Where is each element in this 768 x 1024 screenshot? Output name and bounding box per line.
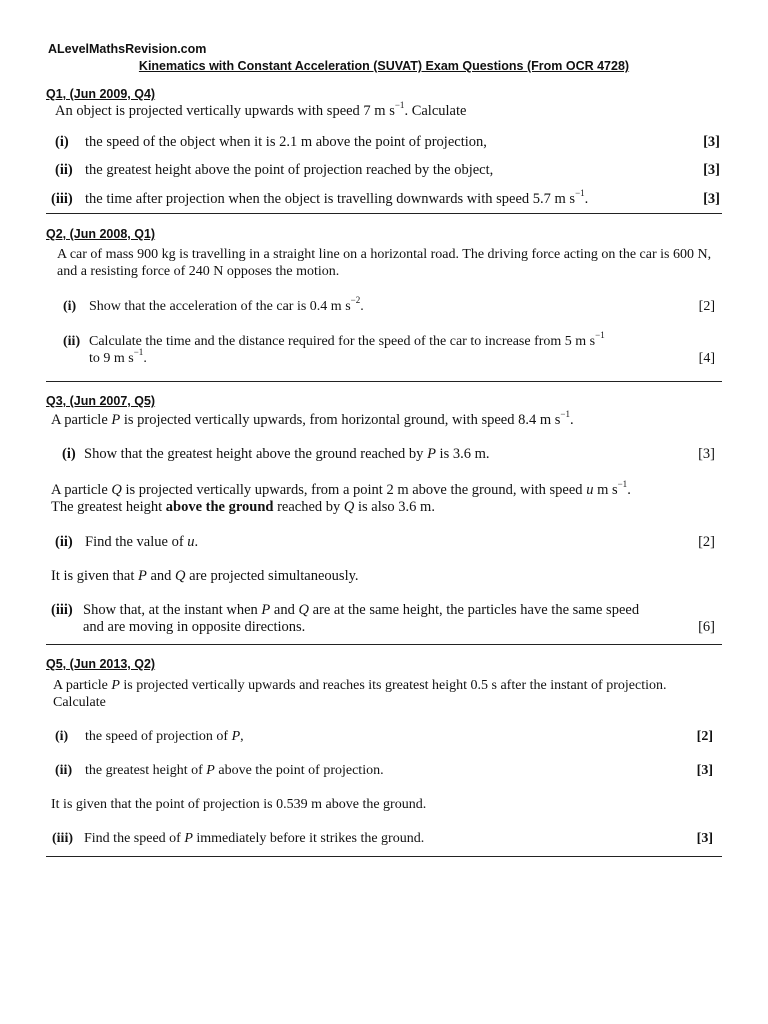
question-2-heading: Q2, (Jun 2008, Q1) <box>46 227 156 241</box>
question-5-part-iii: (iii) Find the speed of P immediately before it strikes the ground. [3] <box>52 831 713 846</box>
question-1-intro: An object is projected vertically upwards with speed 7 m $s^{-1}$. Calculate <box>55 100 467 119</box>
question-3-text-1: A particle Q is projected vertically upwards, from a point 2 m above the ground, with speed u m $s^{-1}$. <box>51 479 631 498</box>
divider <box>46 644 722 645</box>
question-5-part-i: (i) the speed of projection of P, [2] <box>55 729 713 744</box>
marks: [3] <box>698 446 715 462</box>
marks: [3] <box>703 162 720 178</box>
question-2-part-i: (i) Show that the acceleration of the car is 0.4 m $s^{-2}$. [2] <box>63 295 715 314</box>
marks: [3] <box>696 831 713 846</box>
marks: [3] <box>703 134 720 150</box>
marks: [3] <box>696 763 713 778</box>
question-5-part-ii: (ii) the greatest height of P above the point of projection. [3] <box>55 763 713 778</box>
question-3-text-2: The greatest height above the ground reached by Q is also 3.6 m. <box>51 499 435 515</box>
question-2-part-ii: (ii) Calculate the time and the distance required for the speed of the car to increase from 5 m $s^{-1}$ to 9 m $s^{-1}$. [4] <box>63 330 715 366</box>
marks: [2] <box>698 299 715 314</box>
divider <box>46 381 722 382</box>
divider <box>46 856 722 857</box>
question-3-part-i: (i) Show that the greatest height above the ground reached by P is 3.6 m. [3] <box>62 446 715 462</box>
question-3-text-3: It is given that P and Q are projected simultaneously. <box>51 568 359 584</box>
question-2-intro: A car of mass 900 kg is travelling in a straight line on a horizontal road. The driving force acting on the car is 600 N, and a resisting force of 240 N opposes the motion. <box>57 247 712 279</box>
question-1-part-i: (i) the speed of the object when it is 2.1 m above the point of projection, [3] <box>55 134 720 150</box>
site-name: ALevelMathsRevision.com <box>48 42 207 56</box>
document-title: Kinematics with Constant Acceleration (SUVAT) Exam Questions (From OCR 4728) <box>138 59 630 73</box>
question-3-intro: A particle P is projected vertically upwards, from horizontal ground, with speed 8.4 m $s^{-1}$. <box>51 409 574 428</box>
question-5-intro: A particle P is projected vertically upwards and reaches its greatest height 0.5 s after the instant of projection. Calculate <box>53 678 667 710</box>
divider <box>46 213 722 214</box>
marks: [2] <box>696 729 713 744</box>
question-5-text: It is given that the point of projection is 0.539 m above the ground. <box>51 797 427 812</box>
marks: [6] <box>698 619 715 635</box>
question-1-part-ii: (ii) the greatest height above the point of projection reached by the object, [3] <box>55 162 720 178</box>
question-1-part-iii: (iii) the time after projection when the object is travelling downwards with speed 5.7 m $s^{-1}$. [3] <box>51 188 720 207</box>
marks: [2] <box>698 534 715 550</box>
question-3-part-ii: (ii) Find the value of u. [2] <box>55 534 715 550</box>
question-3-heading: Q3, (Jun 2007, Q5) <box>46 394 156 408</box>
marks: [3] <box>703 191 720 207</box>
question-1-heading: Q1, (Jun 2009, Q4) <box>46 87 156 101</box>
marks: [4] <box>698 351 715 366</box>
question-5-heading: Q5, (Jun 2013, Q2) <box>46 657 156 671</box>
question-3-part-iii: (iii) Show that, at the instant when P and Q are at the same height, the particles have the same speed and are moving in opposite directions. [6] <box>51 602 715 635</box>
